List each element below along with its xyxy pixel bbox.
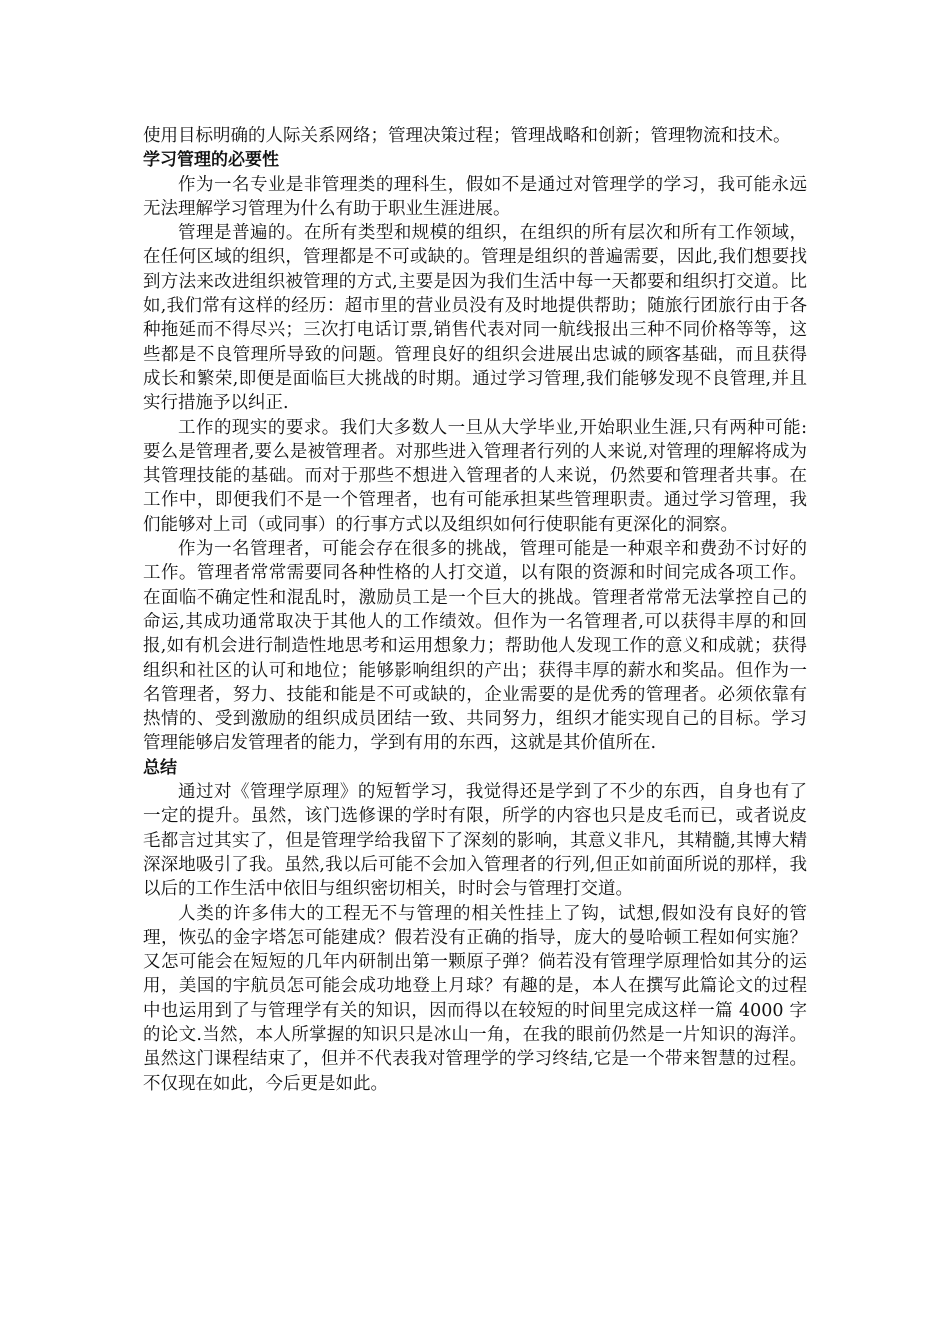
- intro-paragraph: 使用目标明确的人际关系网络；管理决策过程；管理战略和创新；管理物流和技术。: [143, 126, 791, 146]
- section-heading-necessity: 学习管理的必要性: [143, 150, 279, 171]
- body-paragraph: 作为一名专业是非管理类的理科生，假如不是通过对管理学的学习，我可能永远无法理解学习管理为什么有助于职业生涯进展。: [143, 174, 807, 219]
- body-paragraph: 人类的许多伟大的工程无不与管理的相关性挂上了钩，试想,假如没有良好的管理，恢弘的金字塔怎可能建成？假若没有正确的指导，庞大的曼哈顿工程如何实施？又怎可能会在短短的几年内研制出第一颗原子弹？倘若没有管理学原理恰如其分的运用，美国的宇航员怎可能会成功地登上月球？有趣的是，本人在撰写此篇论文的过程中也运用到了与管理学有关的知识，因而得以在较短的时间里完成这样一篇 4000 字的论文.当然，本人所掌握的知识只是冰山一角，在我的眼前仍然是一片知识的海洋。虽然这门课程结束了，但并不代表我对管理学的学习终结,它是一个带来智慧的过程。不仅现在如此，今后更是如此。: [143, 903, 807, 1094]
- body-paragraph: 通过对《管理学原理》的短暂学习，我觉得还是学到了不少的东西，自身也有了一定的提升。虽然，该门选修课的学时有限，所学的内容也只是皮毛而已，或者说皮毛都言过其实了，但是管理学给我留下了深刻的影响，其意义非凡，其精髓,其博大精深深地吸引了我。虽然,我以后可能不会加入管理者的行列,但正如前面所说的那样，我以后的工作生活中依旧与组织密切相关，时时会与管理打交道。: [143, 782, 807, 900]
- document-page: [143, 124, 807, 1096]
- body-paragraph: 管理是普遍的。在所有类型和规模的组织，在组织的所有层次和所有工作领域，在任何区域的组织，管理都是不可或缺的。管理是组织的普遍需要，因此,我们想要找到方法来改进组织被管理的方式,主要是因为我们生活中每一天都要和组织打交道。比如,我们常有这样的经历：超市里的营业员没有及时地提供帮助；随旅行团旅行由于各种拖延而不得尽兴；三次打电话订票,销售代表对同一航线报出三种不同价格等等，这些都是不良管理所导致的问题。管理良好的组织会进展出忠诚的顾客基础，而且获得成长和繁荣,即便是面临巨大挑战的时期。通过学习管理,我们能够发现不良管理,并且实行措施予以纠正.: [143, 223, 807, 414]
- body-paragraph: 作为一名管理者，可能会存在很多的挑战，管理可能是一种艰辛和费劲不讨好的工作。管理者常常需要同各种性格的人打交道，以有限的资源和时间完成各项工作。在面临不确定性和混乱时，激励员工是一个巨大的挑战。管理者常常无法掌控自己的命运,其成功通常取决于其他人的工作绩效。但作为一名管理者,可以获得丰厚的和回报,如有机会进行制造性地思考和运用想象力；帮助他人发现工作的意义和成就；获得组织和社区的认可和地位；能够影响组织的产出；获得丰厚的薪水和奖品。但作为一名管理者，努力、技能和能是不可或缺的，企业需要的是优秀的管理者。必须依靠有热情的、受到激励的组织成员团结一致、共同努力，组织才能实现自己的目标。学习管理能够启发管理者的能力，学到有用的东西，这就是其价值所在.: [143, 539, 807, 754]
- body-paragraph: 工作的现实的要求。我们大多数人一旦从大学毕业,开始职业生涯,只有两种可能:要么是管理者,要么是被管理者。对那些进入管理者行列的人来说,对管理的理解将成为其管理技能的基础。而对于那些不想进入管理者的人来说，仍然要和管理者共事。在工作中，即便我们不是一个管理者，也有可能承担某些管理职责。通过学习管理，我们能够对上司（或同事）的行事方式以及组织如何行使职能有更深化的洞察。: [143, 417, 807, 535]
- section-heading-summary: 总结: [143, 757, 177, 778]
